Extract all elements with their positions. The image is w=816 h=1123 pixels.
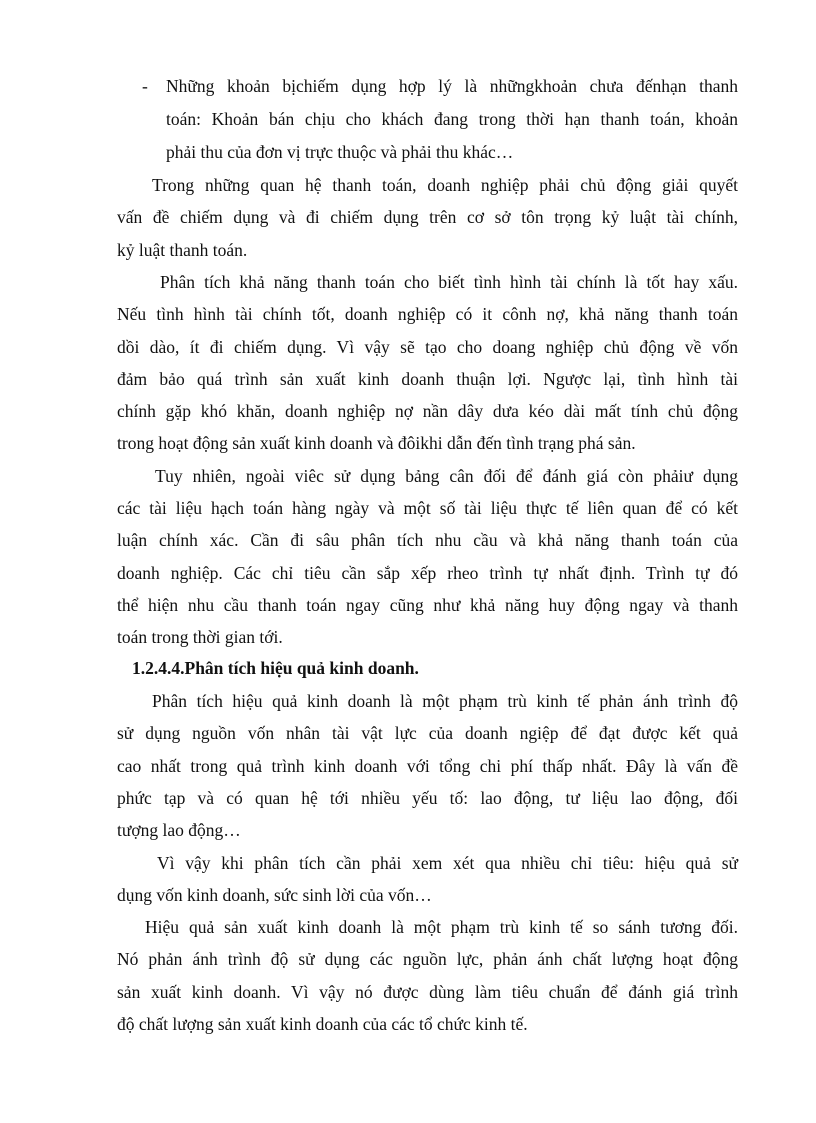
paragraph-line: phức tạp và có quan hệ tới nhiều yếu tố: lao động, tư liệu lao động, đối: [117, 788, 738, 808]
paragraph-line: thể hiện nhu cầu thanh toán ngay cũng như khả năng huy động ngay và thanh: [117, 595, 738, 615]
paragraph-line: đảm bảo quá trình sản xuất kinh doanh thuận lợi. Ngược lại, tình hình tài: [117, 369, 738, 389]
paragraph-line: chính gặp khó khăn, doanh nghiệp nợ nần dây dưa kéo dài mất tính chủ động: [117, 401, 738, 421]
paragraph-line: dồi dào, ít đi chiếm dụng. Vì vậy sẽ tạo cho doang nghiệp chủ động về vốn: [117, 337, 738, 357]
paragraph-line: vấn đề chiếm dụng và đi chiếm dụng trên cơ sở tôn trọng kỷ luật tài chính,: [117, 207, 738, 227]
paragraph-line: Vì vậy khi phân tích cần phải xem xét qua nhiều chỉ tiêu: hiệu quả sử: [157, 853, 738, 873]
paragraph-line: doanh nghiệp. Các chỉ tiêu cần sắp xếp rheo trình tự nhất định. Trình tự đó: [117, 563, 738, 583]
paragraph-line: sử dụng nguồn vốn nhân tài vật lực của doanh ngiệp để đạt được kết quả: [117, 723, 738, 743]
bullet-line: toán: Khoản bán chịu cho khách đang trong thời hạn thanh toán, khoản: [166, 109, 738, 129]
paragraph-line: Nếu tình hình tài chính tốt, doanh nghiệp có it cônh nợ, khả năng thanh toán: [117, 304, 738, 324]
bullet-line: Những khoản bịchiếm dụng hợp lý là nhữngkhoản chưa đếnhạn thanh: [166, 76, 738, 96]
paragraph-line: Phân tích hiệu quả kinh doanh là một phạm trù kinh tế phản ánh trình độ: [152, 691, 738, 711]
paragraph-line: cao nhất trong quả trình kinh doanh với tổng chi phí thấp nhất. Đây là vấn đề: [117, 756, 738, 776]
paragraph-line: các tài liệu hạch toán hàng ngày và một số tài liệu thực tế liên quan để có kết: [117, 498, 738, 518]
paragraph-line: sản xuất kinh doanh. Vì vậy nó được dùng làm tiêu chuẩn để đánh giá trình: [117, 982, 738, 1002]
paragraph-line: Trong những quan hệ thanh toán, doanh nghiệp phải chủ động giải quyết: [152, 175, 738, 195]
paragraph-line: Phân tích khả năng thanh toán cho biết tình hình tài chính là tốt hay xấu.: [160, 272, 738, 292]
section-heading: 1.2.4.4.Phân tích hiệu quả kinh doanh.: [132, 658, 419, 678]
paragraph-line: dụng vốn kinh doanh, sức sinh lời của vốn…: [117, 885, 432, 905]
bullet-marker: -: [142, 76, 148, 96]
paragraph-line: Nó phản ánh trình độ sử dụng các nguồn lực, phản ánh chất lượng hoạt động: [117, 949, 738, 969]
paragraph-line: trong hoạt động sản xuất kinh doanh và đôikhi dẫn đến tình trạng phá sản.: [117, 433, 636, 453]
paragraph-line: luận chính xác. Cần đi sâu phân tích nhu cầu và khả năng thanh toán của: [117, 530, 738, 550]
paragraph-line: Tuy nhiên, ngoài viêc sử dụng bảng cân đối để đánh giá còn phảiư dụng: [155, 466, 738, 486]
bullet-line: phải thu của đơn vị trực thuộc và phải thu khác…: [166, 142, 514, 162]
paragraph-line: độ chất lượng sản xuất kinh doanh của các tổ chức kinh tế.: [117, 1014, 528, 1034]
paragraph-line: kỷ luật thanh toán.: [117, 240, 248, 260]
paragraph-line: toán trong thời gian tới.: [117, 627, 283, 647]
paragraph-line: Hiệu quả sản xuất kinh doanh là một phạm trù kinh tế so sánh tương đối.: [145, 917, 738, 937]
paragraph-line: tượng lao động…: [117, 820, 241, 840]
